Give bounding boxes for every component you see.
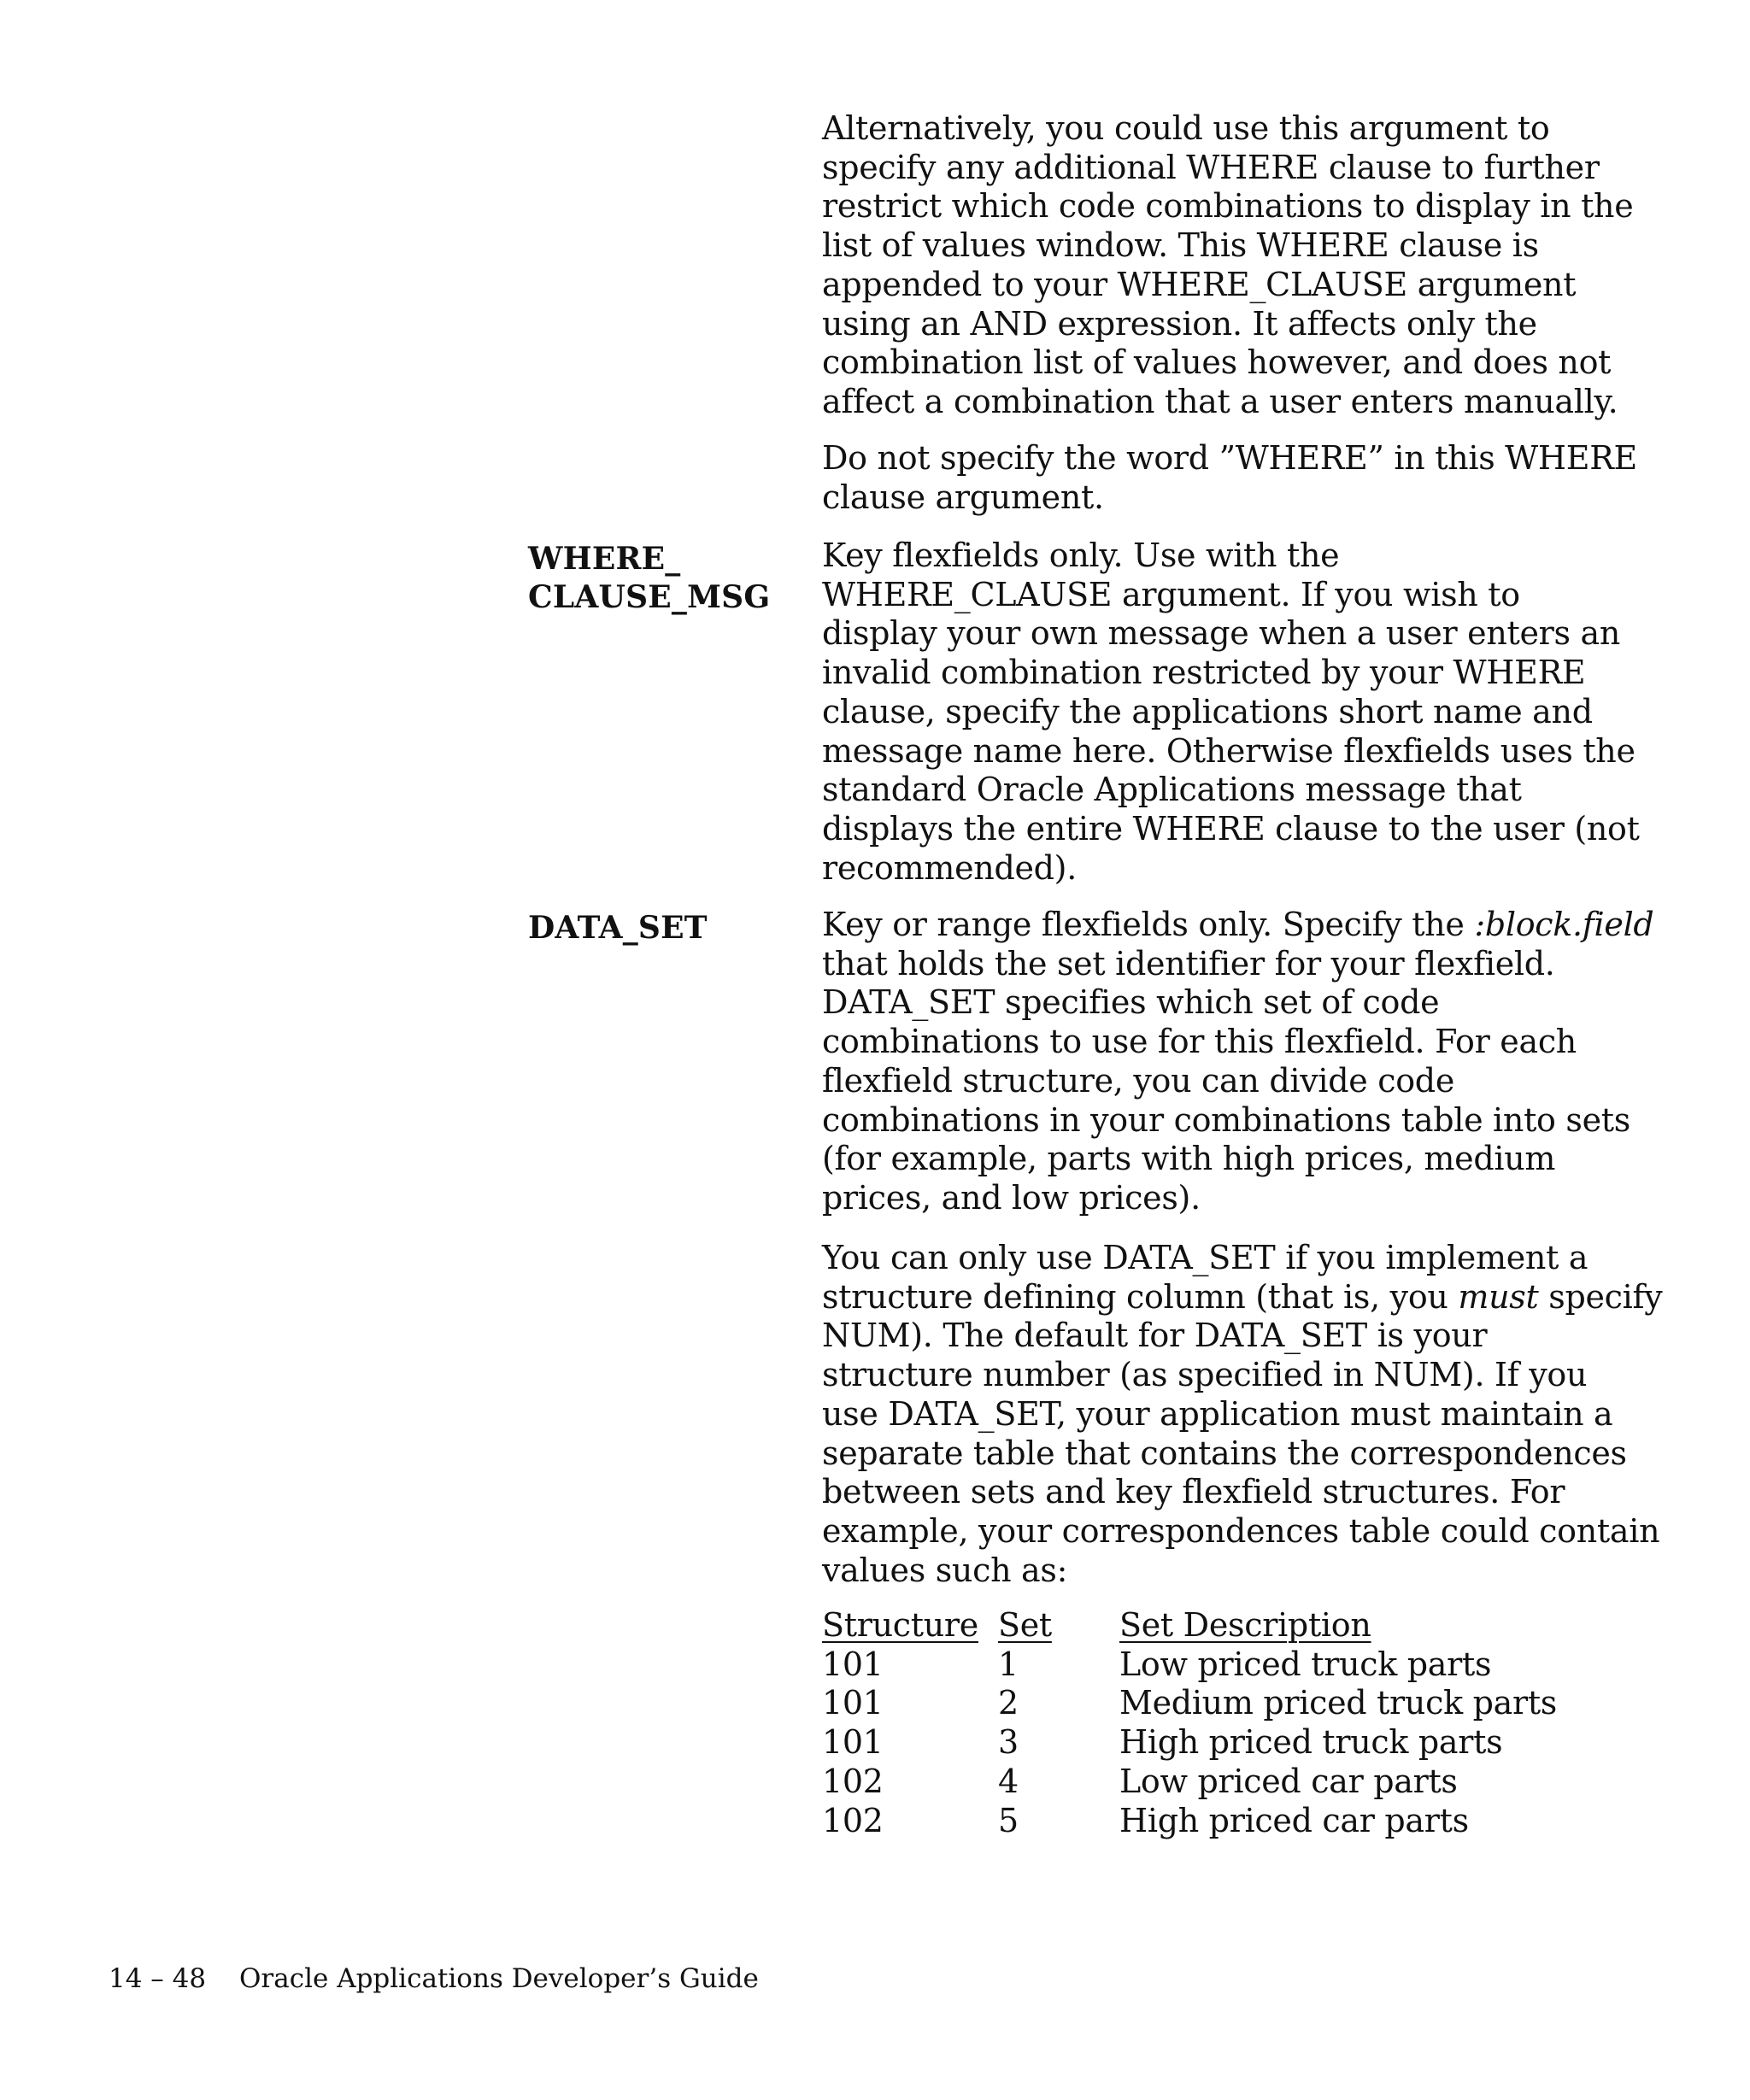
- text-line: display your own message when a user enters an: [822, 614, 1621, 653]
- text-line: message name here. Otherwise flexfields uses the: [822, 731, 1635, 770]
- table-cell: Low priced truck parts: [1119, 1645, 1492, 1683]
- italic-code-term: :block.field: [1474, 906, 1654, 943]
- table-row: [822, 1763, 1557, 1802]
- page-number: 14 – 48: [109, 1963, 207, 1994]
- text-line: affect a combination that a user enters manually.: [822, 382, 1618, 420]
- table-cell: High priced truck parts: [1119, 1723, 1503, 1762]
- table-cell: 101: [822, 1723, 884, 1762]
- header-set: Set: [998, 1606, 1052, 1644]
- text-line: list of values window. This WHERE clause is: [822, 226, 1539, 265]
- data-set-paragraph-2: [822, 1239, 1663, 1590]
- text-line: values such as:: [822, 1551, 1068, 1589]
- table-row: [822, 1723, 1557, 1763]
- text-line: recommended).: [822, 848, 1077, 887]
- header-structure: Structure: [822, 1606, 978, 1644]
- text-line: combinations in your combinations table into sets: [822, 1100, 1630, 1139]
- header-set-description: Set Description: [1119, 1606, 1371, 1644]
- text-line: (for example, parts with high prices, medium: [822, 1140, 1556, 1178]
- text-line: invalid combination restricted by your WHERE: [822, 654, 1586, 692]
- text-line: Key flexfields only. Use with the: [822, 537, 1340, 574]
- table-cell: 4: [998, 1762, 1019, 1800]
- text-line: clause, specify the applications short name and: [822, 692, 1593, 730]
- table-cell: 1: [998, 1645, 1019, 1683]
- text-line: flexfield structure, you can divide code: [822, 1061, 1455, 1100]
- text-line: clause argument.: [822, 478, 1104, 516]
- table-header-cell: [1119, 1606, 1371, 1645]
- correspondence-table: [822, 1606, 1557, 1840]
- text-line: prices, and low prices).: [822, 1178, 1201, 1217]
- book-title: Oracle Applications Developer’s Guide: [239, 1963, 759, 1994]
- table-row: [822, 1802, 1557, 1841]
- table-cell: Medium priced truck parts: [1119, 1684, 1557, 1722]
- text-line: example, your correspondences table could contain: [822, 1511, 1660, 1550]
- table-cell: 102: [822, 1762, 884, 1800]
- text-segment: structure defining column (that is, you: [822, 1277, 1459, 1316]
- text-line: You can only use DATA_SET if you implement a: [822, 1239, 1589, 1276]
- data-set-description: [822, 906, 1659, 1218]
- text-line: specify any additional WHERE clause to further: [822, 148, 1600, 186]
- page-footer: [109, 1962, 759, 1995]
- where-clause-msg-description: [822, 537, 1659, 888]
- table-cell: 3: [998, 1723, 1019, 1762]
- term-line: DATA_SET: [528, 910, 708, 946]
- text-line: appended to your WHERE_CLAUSE argument: [822, 265, 1577, 303]
- table-cell: 102: [822, 1801, 884, 1839]
- text-line: separate table that contains the correspondences: [822, 1434, 1627, 1472]
- text-segment: specify: [1538, 1277, 1663, 1316]
- text-segment: Key or range flexfields only. Specify the: [822, 906, 1475, 943]
- table-header-row: [822, 1606, 1557, 1645]
- text-line: NUM). The default for DATA_SET is your: [822, 1317, 1488, 1355]
- table-row: [822, 1684, 1557, 1723]
- table-cell: High priced car parts: [1119, 1801, 1469, 1839]
- text-line: Alternatively, you could use this argument to: [822, 109, 1550, 147]
- table-row: [822, 1645, 1557, 1685]
- table-cell: 5: [998, 1801, 1019, 1839]
- text-line: standard Oracle Applications message that: [822, 771, 1522, 809]
- text-line: restrict which code combinations to display in the: [822, 187, 1634, 226]
- text-line: displays the entire WHERE clause to the user (not: [822, 809, 1640, 848]
- table-cell: 101: [822, 1645, 884, 1683]
- term-line: CLAUSE_MSG: [528, 579, 771, 615]
- text-line: that holds the set identifier for your flexfield.: [822, 944, 1555, 983]
- text-line: DATA_SET specifies which set of code: [822, 983, 1440, 1022]
- table-header-cell: [822, 1606, 998, 1645]
- text-line: structure number (as specified in NUM). If you: [822, 1356, 1588, 1394]
- text-line: WHERE_CLAUSE argument. If you wish to: [822, 575, 1520, 613]
- term-line: WHERE_: [528, 541, 681, 577]
- term-where-clause-msg: [528, 540, 770, 617]
- table-header-cell: [998, 1606, 1119, 1645]
- text-line: [822, 1277, 1663, 1317]
- term-data-set: [528, 909, 708, 947]
- intro-paragraph-2: [822, 439, 1659, 517]
- table-cell: 2: [998, 1684, 1019, 1722]
- text-line: Do not specify the word ”WHERE” in this WHERE: [822, 439, 1637, 477]
- text-line: use DATA_SET, your application must maintain a: [822, 1394, 1613, 1433]
- table-cell: 101: [822, 1684, 884, 1722]
- text-line: combinations to use for this flexfield. For each: [822, 1023, 1577, 1061]
- text-line: between sets and key flexfield structures. For: [822, 1473, 1565, 1511]
- text-line: using an AND expression. It affects only the: [822, 304, 1537, 343]
- text-line: combination list of values however, and does not: [822, 343, 1612, 382]
- italic-emphasis: must: [1458, 1277, 1539, 1316]
- table-cell: Low priced car parts: [1119, 1762, 1458, 1800]
- intro-paragraph-1: [822, 109, 1659, 422]
- text-line: [822, 906, 1659, 945]
